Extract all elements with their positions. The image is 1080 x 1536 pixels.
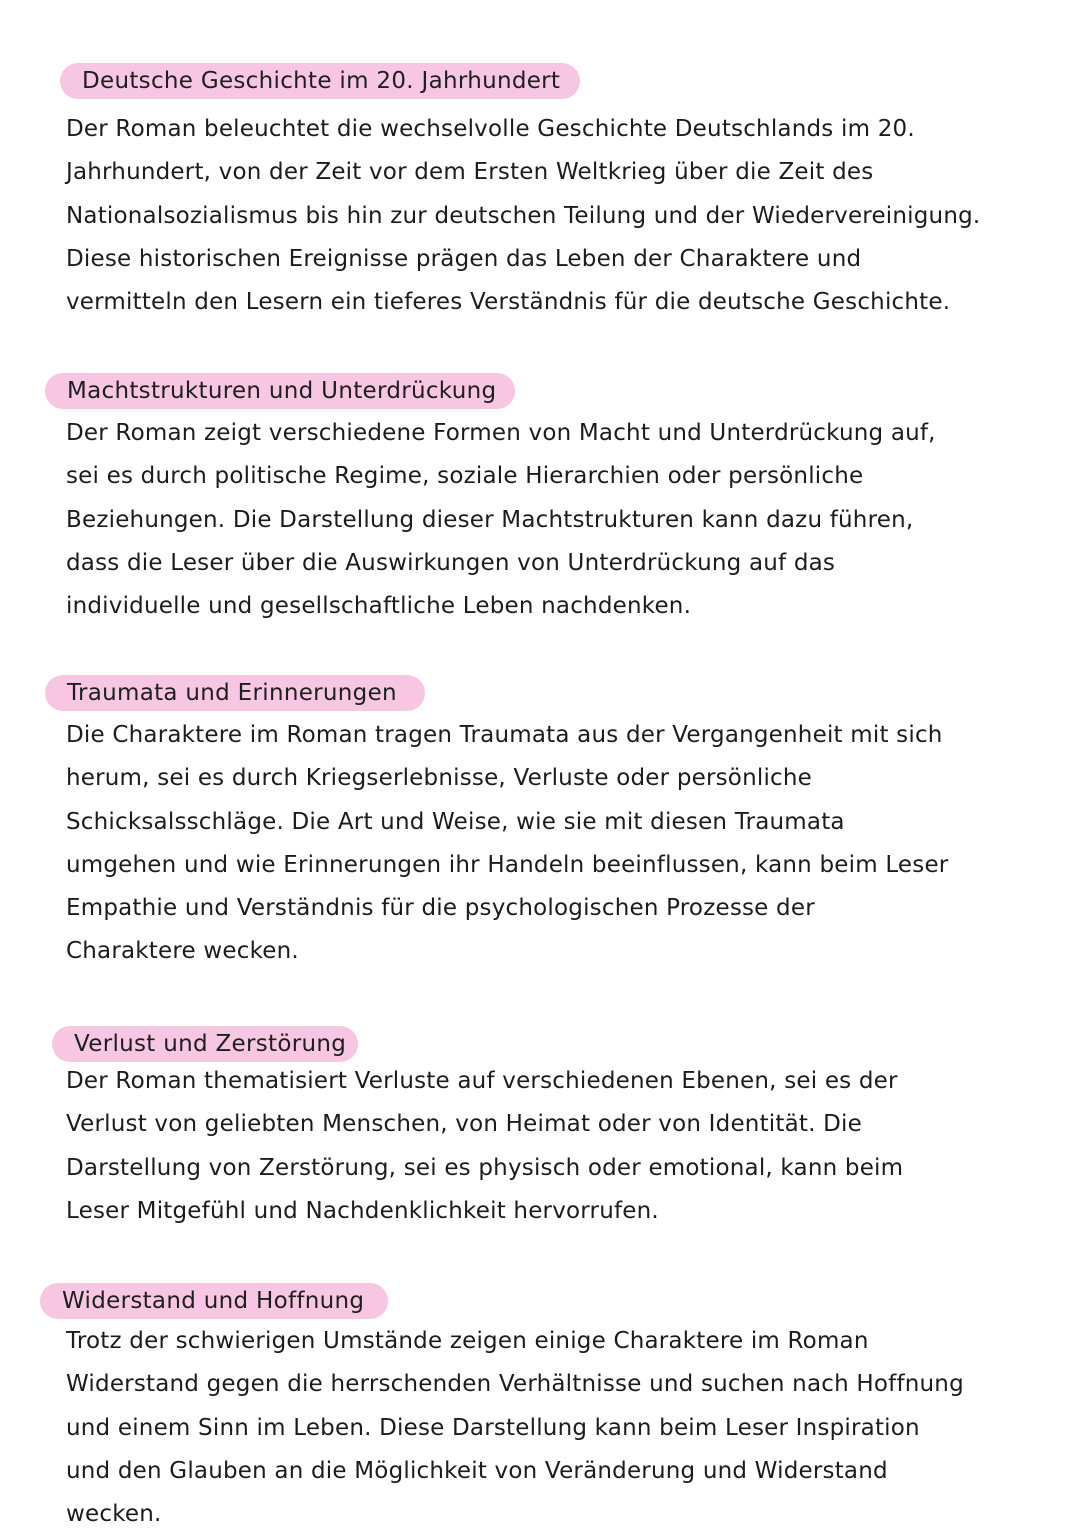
paragraph-line: Trotz der schwierigen Umstände zeigen einige Charaktere im Roman: [66, 1328, 869, 1354]
section-paragraph: [66, 108, 1016, 324]
paragraph-line: individuelle und gesellschaftliche Leben nachdenken.: [66, 593, 692, 620]
paragraph-line: und einem Sinn im Leben. Diese Darstellung kann beim Leser Inspiration: [66, 1414, 920, 1441]
paragraph-line: Der Roman zeigt verschiedene Formen von Macht und Unterdrückung auf,: [66, 420, 936, 446]
paragraph-line: Schicksalsschläge. Die Art und Weise, wie sie mit diesen Traumata: [66, 808, 845, 835]
paragraph-line: wecken.: [66, 1501, 162, 1528]
paragraph-line: Widerstand gegen die herrschenden Verhältnisse und suchen nach Hoffnung: [66, 1371, 964, 1398]
paragraph-line: Empathie und Verständnis für die psychologischen Prozesse der: [66, 895, 815, 922]
paragraph-line: Charaktere wecken.: [66, 938, 299, 965]
paragraph-line: herum, sei es durch Kriegserlebnisse, Verluste oder persönliche: [66, 765, 813, 792]
paragraph-line: sei es durch politische Regime, soziale Hierarchien oder persönliche: [66, 463, 864, 490]
paragraph-line: Nationalsozialismus bis hin zur deutschen Teilung und der Wiedervereinigung.: [66, 202, 981, 229]
paragraph-line: dass die Leser über die Auswirkungen von Unterdrückung auf das: [66, 549, 836, 576]
section-paragraph: [66, 714, 1016, 974]
paragraph-line: Der Roman beleuchtet die wechselvolle Geschichte Deutschlands im 20.: [66, 116, 915, 142]
paragraph-line: Leser Mitgefühl und Nachdenklichkeit hervorrufen.: [66, 1197, 659, 1224]
section-paragraph: [66, 412, 1016, 628]
section-paragraph: [66, 1060, 1016, 1233]
section-heading: Machtstrukturen und Unterdrückung: [45, 373, 515, 409]
paragraph-line: Darstellung von Zerstörung, sei es physisch oder emotional, kann beim: [66, 1154, 904, 1181]
paragraph-line: vermitteln den Lesern ein tieferes Verständnis für die deutsche Geschichte.: [66, 289, 951, 316]
paragraph-line: Beziehungen. Die Darstellung dieser Machtstrukturen kann dazu führen,: [66, 506, 914, 533]
section-heading: Deutsche Geschichte im 20. Jahrhundert: [60, 63, 580, 99]
paragraph-line: und den Glauben an die Möglichkeit von Veränderung und Widerstand: [66, 1457, 888, 1484]
paragraph-line: Verlust von geliebten Menschen, von Heimat oder von Identität. Die: [66, 1111, 862, 1138]
paragraph-line: Die Charaktere im Roman tragen Traumata aus der Vergangenheit mit sich: [66, 722, 943, 748]
paragraph-line: Diese historischen Ereignisse prägen das Leben der Charaktere und: [66, 245, 862, 272]
section-heading: Traumata und Erinnerungen: [45, 675, 425, 711]
paragraph-line: Jahrhundert, von der Zeit vor dem Ersten Weltkrieg über die Zeit des: [66, 159, 874, 186]
section-heading: Verlust und Zerstörung: [52, 1026, 358, 1062]
paragraph-line: umgehen und wie Erinnerungen ihr Handeln beeinflussen, kann beim Leser: [66, 851, 949, 878]
section-paragraph: [66, 1320, 1016, 1536]
paragraph-line: Der Roman thematisiert Verluste auf verschiedenen Ebenen, sei es der: [66, 1068, 898, 1094]
section-heading: Widerstand und Hoffnung: [40, 1283, 388, 1319]
